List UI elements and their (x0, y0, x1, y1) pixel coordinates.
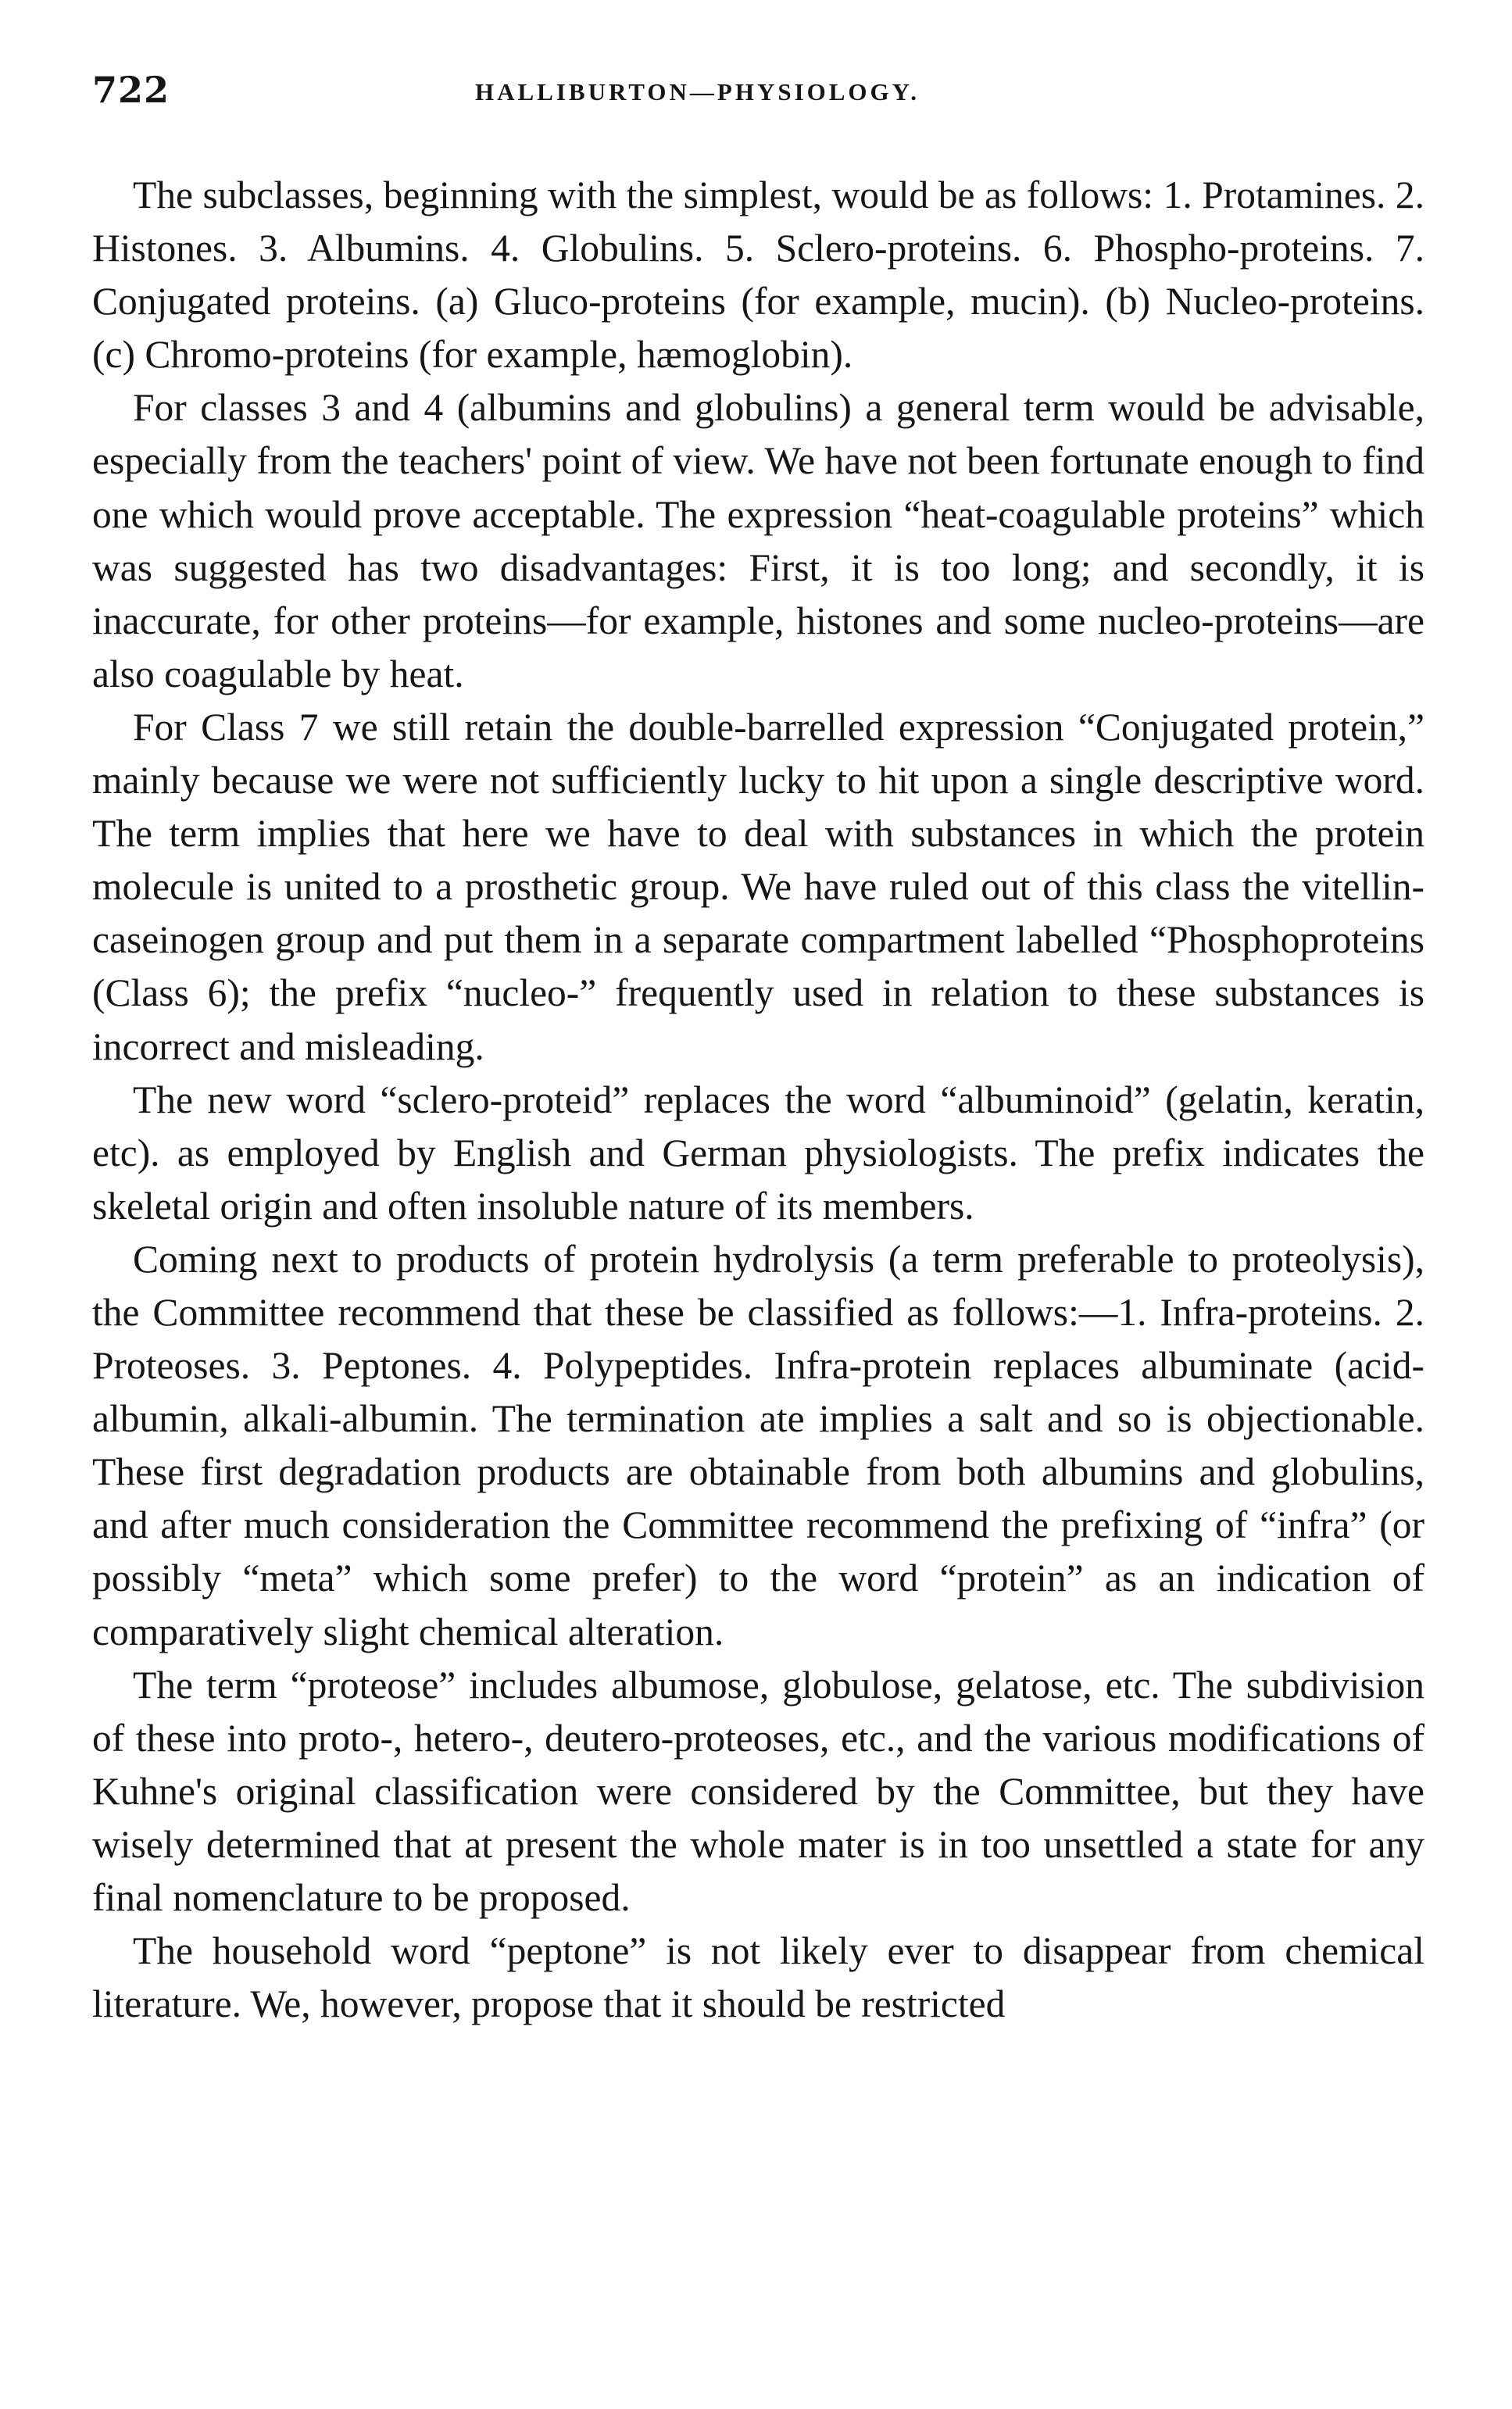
running-title: HALLIBURTON—PHYSIOLOGY. (475, 78, 920, 105)
paragraph-subclasses: The subclasses, beginning with the simplest, would be as follows: 1. Protamines. 2. Histones. 3. Albumins. 4. Globulins. 5. Sclero-proteins. 6. Phospho-proteins. 7. Conjugated proteins. (a) Gluco-proteins (for example, mucin). (b) Nucleo-proteins. (c) Chromo-proteins (for example, hæmoglobin). (92, 173, 1424, 377)
paragraph-proteose: The term “proteose” includes albumose, globulose, gelatose, etc. The subdivision of these into proto-, hetero-, deutero-proteoses, etc., and the various modifications of Kuhne's original classification were considered by the Committee, but they have wisely determined that at present the whole mater is in too unsettled a state for any final nomenclature to be proposed. (92, 1663, 1424, 1919)
paragraph-peptone: The household word “peptone” is not likely ever to disappear from chemical literature. We, however, propose that it should be restricted (92, 1929, 1424, 2026)
book-page (92, 69, 1424, 2374)
paragraph-general-term: For classes 3 and 4 (albumins and globulins) a general term would be advisable, especially from the teachers' point of view. We have not been fortunate enough to find one which would prove acceptable. The expression “heat-coagulable proteins” which was suggested has two disadvantages: First, it is too long; and secondly, it is inaccurate, for other proteins—for example, histones and some nucleo-proteins—are also coagulable by heat. (92, 386, 1424, 695)
page-number: 722 (92, 69, 170, 111)
paragraph-sclero-proteid: The new word “sclero-proteid” replaces the word “albuminoid” (gelatin, keratin, etc). as employed by English and German physiologists. The prefix indicates the skeletal origin and often insoluble nature of its members. (92, 1078, 1424, 1228)
body-text (92, 169, 1424, 2031)
running-head (92, 69, 1424, 123)
paragraph-conjugated-protein: For Class 7 we still retain the double-barrelled expression “Conjugated protein,” mainly because we were not sufficiently lucky to hit upon a single descriptive word. The term implies that here we have to deal with substances in which the protein molecule is united to a prosthetic group. We have ruled out of this class the vitellin-caseinogen group and put them in a separate compartment labelled “Phosphoproteins (Class 6); the prefix “nucleo-” frequently used in relation to these substances is incorrect and misleading. (92, 705, 1424, 1068)
paragraph-hydrolysis-products: Coming next to products of protein hydrolysis (a term preferable to proteolysis), the Committee recommend that these be classified as follows:—1. Infra-proteins. 2. Proteoses. 3. Peptones. 4. Polypeptides. Infra-protein replaces albuminate (acid-albumin, alkali-albumin. The termination ate implies a salt and so is objectionable. These first degradation products are obtainable from both albumins and globulins, and after much consideration the Committee recommend the prefixing of “infra” (or possibly “meta” which some prefer) to the word “protein” as an indication of comparatively slight chemical alteration. (92, 1237, 1424, 1653)
